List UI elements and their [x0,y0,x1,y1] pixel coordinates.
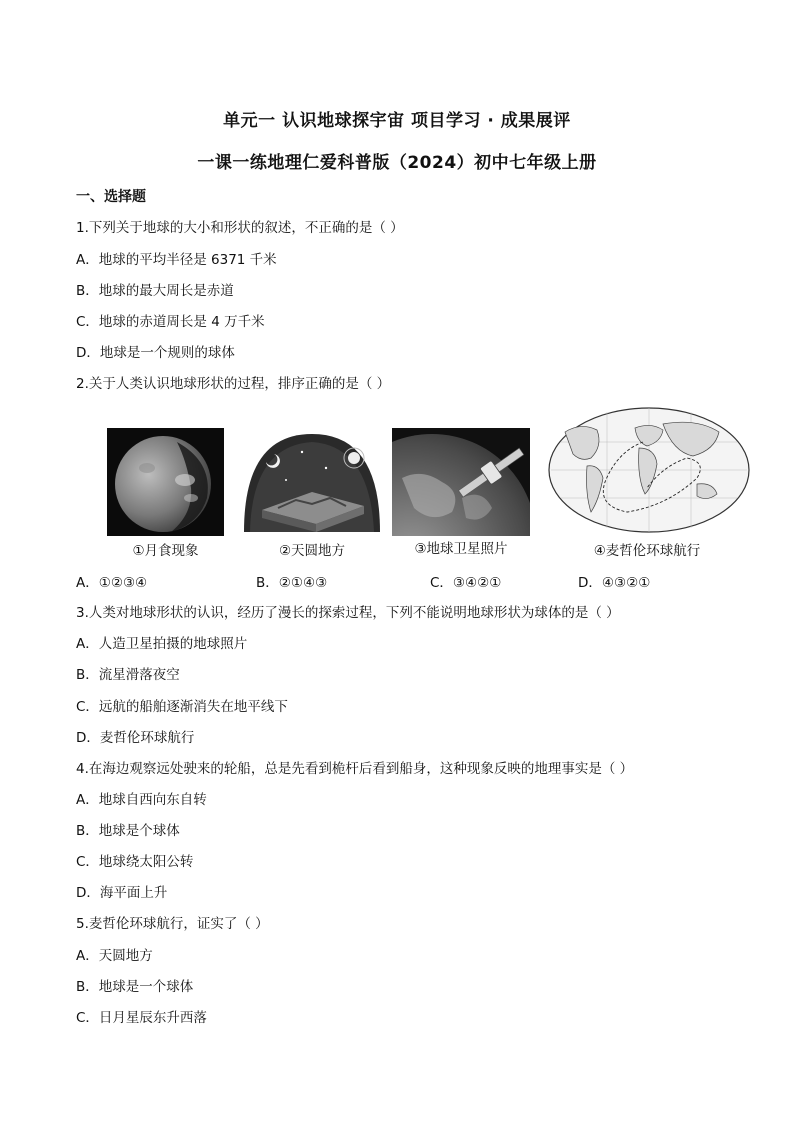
question-4-option-d: D．海平面上升 [76,885,168,901]
question-1-option-b: B．地球的最大周长是赤道 [76,283,234,299]
question-5-option-c: C．日月星辰东升西落 [76,1010,207,1026]
question-2-option-c: C．③④②① [430,575,502,591]
question-4-option-c: C．地球绕太阳公转 [76,854,194,870]
question-2-stem: 2.关于人类认识地球形状的过程，排序正确的是（ ） [76,376,391,392]
question-1-option-c: C．地球的赤道周长是 4 万千米 [76,314,265,330]
question-3-option-b: B．流星滑落夜空 [76,667,180,683]
sky-dome-flat-earth-image [242,428,382,536]
question-1-option-d: D．地球是一个规则的球体 [76,345,235,361]
image-caption-3: ③地球卫星照片 [414,541,508,557]
question-5-stem: 5.麦哲伦环球航行，证实了（ ） [76,916,269,932]
question-5-option-a: A．天圆地方 [76,948,153,964]
question-3-stem: 3.人类对地球形状的认识，经历了漫长的探索过程，下列不能说明地球形状为球体的是（ ） [76,605,620,621]
question-3-option-a: A．人造卫星拍摄的地球照片 [76,636,248,652]
question-2-option-b: B．②①④③ [256,575,328,591]
question-1-stem: 1.下列关于地球的大小和形状的叙述，不正确的是（ ） [76,220,404,236]
question-4-option-a: A．地球自西向东自转 [76,792,207,808]
question-4-option-b: B．地球是个球体 [76,823,180,839]
image-caption-2: ②天圆地方 [278,543,346,559]
page-subtitle: 一课一练地理仁爱科普版（2024）初中七年级上册 [197,153,597,173]
question-4-stem: 4.在海边观察远处驶来的轮船，总是先看到桅杆后看到船身，这种现象反映的地理事实是（ ） [76,761,634,777]
question-2-option-d: D．④③②① [578,575,651,591]
question-3-option-d: D．麦哲伦环球航行 [76,730,195,746]
page-title: 单元一 认识地球探宇宙 项目学习 · 成果展评 [223,111,571,131]
magellan-route-map-image [547,402,752,536]
section-heading: 一、选择题 [76,189,146,205]
question-1-option-a: A．地球的平均半径是 6371 千米 [76,252,277,268]
satellite-earth-photo-image [392,428,530,536]
question-3-option-c: C．远航的船舶逐渐消失在地平线下 [76,699,288,715]
lunar-eclipse-image [107,428,224,536]
image-caption-4: ④麦哲伦环球航行 [593,543,701,559]
question-5-option-b: B．地球是一个球体 [76,979,194,995]
question-2-option-a: A．①②③④ [76,575,148,591]
image-caption-1: ①月食现象 [132,543,199,559]
